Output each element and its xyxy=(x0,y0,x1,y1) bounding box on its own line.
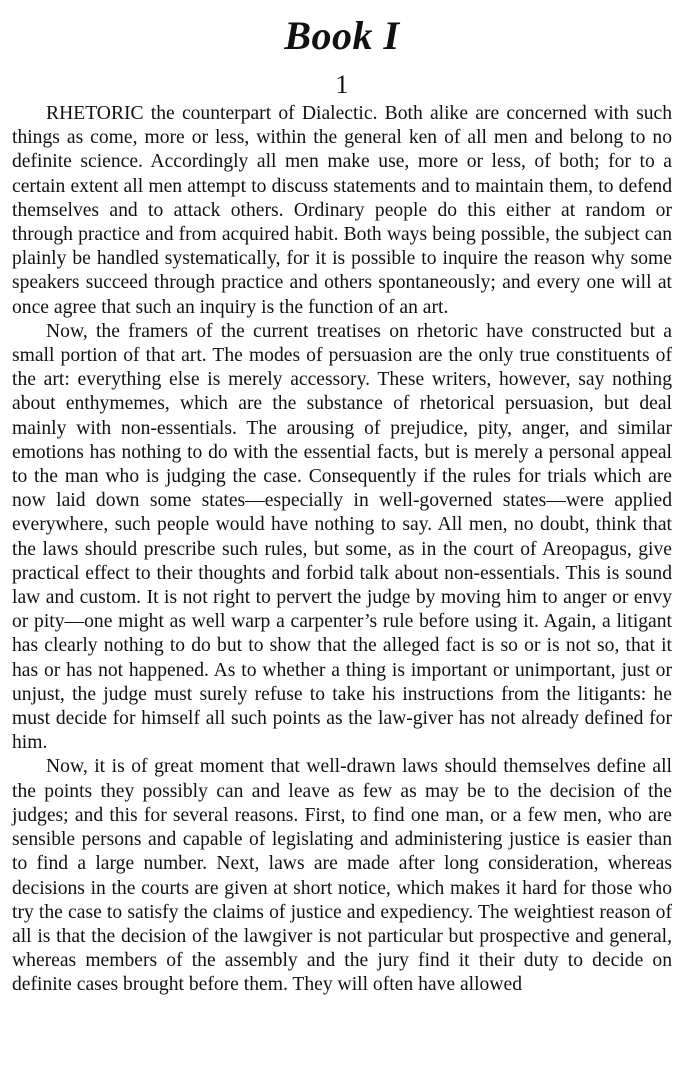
book-title: Book I xyxy=(284,13,400,58)
paragraph: RHETORIC the counterpart of Dialectic. Both alike are concerned with such things as come, more or less, within the general ken of all men and belong to no definite science. Accordingly all men make use, more or less, of both; for to a certain extent all men attempt to discuss statements and to maintain them, to defend themselves and to attack others. Ordinary people do this either at random or through practice and from acquired habit. Both ways being possible, the subject can plainly be handled systematically, for it is possible to inquire the reason why some speakers succeed through practice and others spontaneously; and every one will at once agree that such an inquiry is the function of an art. xyxy=(12,103,672,318)
document-page xyxy=(12,0,672,998)
paragraph: Now, the framers of the current treatises on rhetoric have constructed but a small portion of that art. The modes of persuasion are the only true constituents of the art: everything else is merely accessory. These writers, however, say nothing about enthymemes, which are the substance of rhetorical persuasion, but deal mainly with non-essentials. The arousing of prejudice, pity, anger, and similar emotions has nothing to do with the essential facts, but is merely a personal appeal to the man who is judging the case. Consequently if the rules for trials which are now laid down some states—especially in well-governed states—were applied everywhere, such people would have nothing to say. All men, no doubt, think that the laws should prescribe such rules, but some, as in the court of Areopagus, give practical effect to their thoughts and forbid talk about non-essentials. This is sound law and custom. It is not right to pervert the judge by moving him to anger or envy or pity—one might as well warp a carpenter’s rule before using it. Again, a litigant has clearly nothing to do but to show that the alleged fact is so or is not so, that it has or has not happened. As to whether a thing is important or unimportant, just or unjust, the judge must surely refuse to take his instructions from the litigants: he must decide for himself all such points as the law-giver has not already defined for him. xyxy=(12,320,672,754)
chapter-number: 1 xyxy=(335,70,349,99)
paragraph: Now, it is of great moment that well-drawn laws should themselves define all the points they possibly can and leave as few as may be to the decision of the judges; and this for several reasons. First, to find one man, or a few men, who are sensible persons and capable of legislating and administering justice is easier than to find a large number. Next, laws are made after long consideration, whereas decisions in the courts are given at short notice, which makes it hard for those who try the case to satisfy the claims of justice and expediency. The weightiest reason of all is that the decision of the lawgiver is not particular but prospective and general, whereas members of the assembly and the jury find it their duty to decide on definite cases brought before them. They will often have allowed xyxy=(12,756,672,996)
